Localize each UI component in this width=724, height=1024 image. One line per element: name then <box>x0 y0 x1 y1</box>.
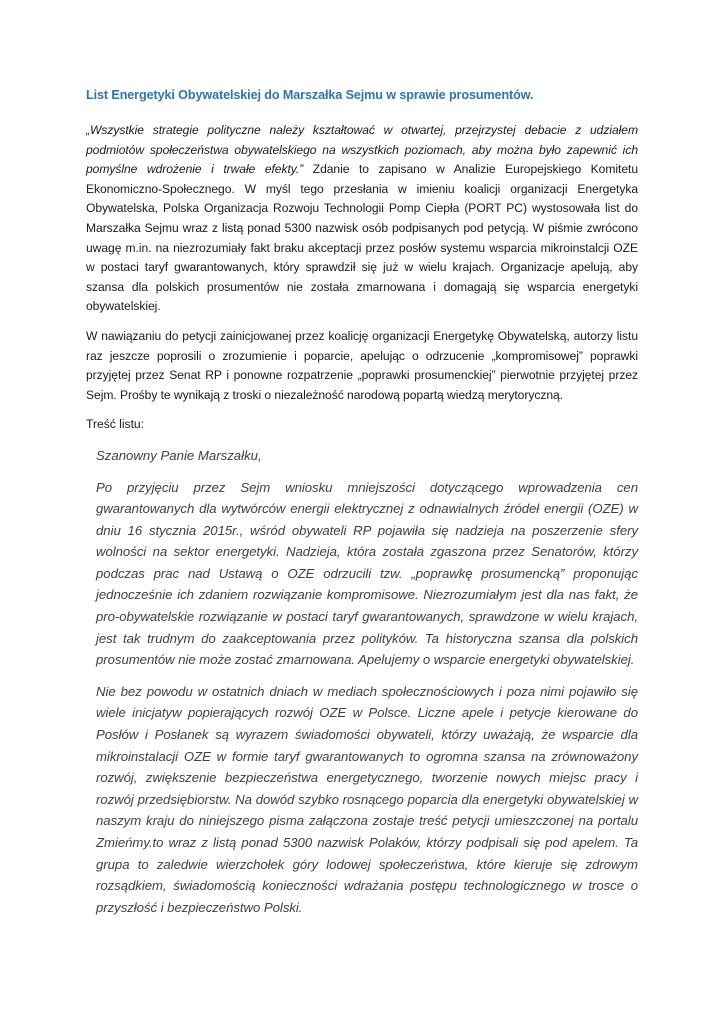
document-title: List Energetyki Obywatelskiej do Marszałka Sejmu w sprawie prosumentów. <box>86 88 534 102</box>
intro-paragraph <box>86 121 638 317</box>
body-paragraph-2: W nawiązaniu do petycji zainicjowanej przez koalicję organizacji Energetykę Obywatelską, autorzy listu raz jeszcze poprosili o zrozumienie i poparcie, apelując o odrzucenie „kompromisowej” poprawki przyjętej przez Senat RP i ponowne rozpatrzenie „poprawki prosumenckiej” pierwotnie przyjętej przez Sejm. Prośby te wynikają z troski o niezależność narodową popartą wiedzą merytoryczną. <box>86 328 638 402</box>
letter-body <box>96 445 638 918</box>
intro-text: Zdanie to zapisano w Analizie Europejskiego Komitetu Ekonomiczno-Społecznego. W myśl tego przesłania w imieniu koalicji organizacji Energetyka Obywatelska, Polska Organizacja Rozwoju Technologii Pomp Ciepła (PORT PC) wystosowała list do Marszałka Sejmu wraz z listą ponad 5300 nazwisk osób podpisanych pod petycją. W piśmie zwrócono uwagę m.in. na niezrozumiały fakt braku akceptacji przez posłów systemu wsparcia mikroinstalcji OZE w postaci taryf gwarantowanych, który sprawdził się już w wielu krajach. Organizacje apelują, aby szansa dla polskich prosumentów nie została zmarnowana i domagają się wsparcia energetyki obywatelskiej. <box>86 162 638 314</box>
content-label: Treść listu: <box>86 417 145 432</box>
letter-paragraph-2: Nie bez powodu w ostatnich dniach w mediach społecznościowych i poza nimi pojawiło się wiele inicjatyw popierających rozwój OZE w Polsce. Liczne apele i petycje kierowane do Posłów i Posłanek są wyrazem świadomości obywateli, którzy uważają, że wsparcie dla mikroinstalacji OZE w formie taryf gwarantowanych to ogromna szansa na zrównoważony rozwój, zwiększenie bezpieczeństwa energetycznego, tworzenie nowych miejsc pracy i rozwój przedsiębiorstw. Na dowód szybko rosnącego poparcia dla energetyki obywatelskiej w naszym kraju do niniejszego pisma załączona zostaje treść petycji umieszczonej na portalu Zmieńmy.to wraz z listą ponad 5300 nazwisk Polaków, którzy podpisali się pod apelem. Ta grupa to zaledwie wierzchołek góry lodowej społeczeństwa, które kieruje się zdrowym rozsądkiem, świadomością konieczności wdrażania postępu technologicznego w trosce o przyszłość i bezpieczeństwo Polski. <box>96 683 638 915</box>
document-page <box>86 86 638 928</box>
intro-quote: „Wszystkie strategie polityczne należy kształtować w otwartej, przejrzystej debacie z udziałem podmiotów społeczeństwa obywatelskiego na wszystkich poziomach, aby można było zapewnić ich pomyślne wdrożenie i trwałe efekty.” <box>86 123 638 177</box>
letter-paragraph-1: Po przyjęciu przez Sejm wniosku mniejszości dotyczącego wprowadzenia cen gwarantowanych dla wytwórców energii elektrycznej z odnawialnych źródeł energii (OZE) w dniu 16 stycznia 2015r., wśród obywateli RP pojawiła się nadzieja na poszerzenie sfery wolności na sektor energetyki. Nadzieja, która została zgaszona przez Senatorów, którzy podczas prac nad Ustawą o OZE odrzucili tzw. „poprawkę prosumencką” proponując jednocześnie ich zdaniem rozwiązanie kompromisowe. Niezrozumiałym jest dla nas fakt, że pro-obywatelskie rozwiązanie w postaci taryf gwarantowanych, sprawdzone w wielu krajach, jest tak trudnym do zaakceptowania przez polityków. Ta historyczna szansa dla polskich prosumentów nie może zostać zmarnowana. Apelujemy o wsparcie energetyki obywatelskiej. <box>96 479 638 668</box>
letter-salutation: Szanowny Panie Marszałku, <box>96 447 262 463</box>
